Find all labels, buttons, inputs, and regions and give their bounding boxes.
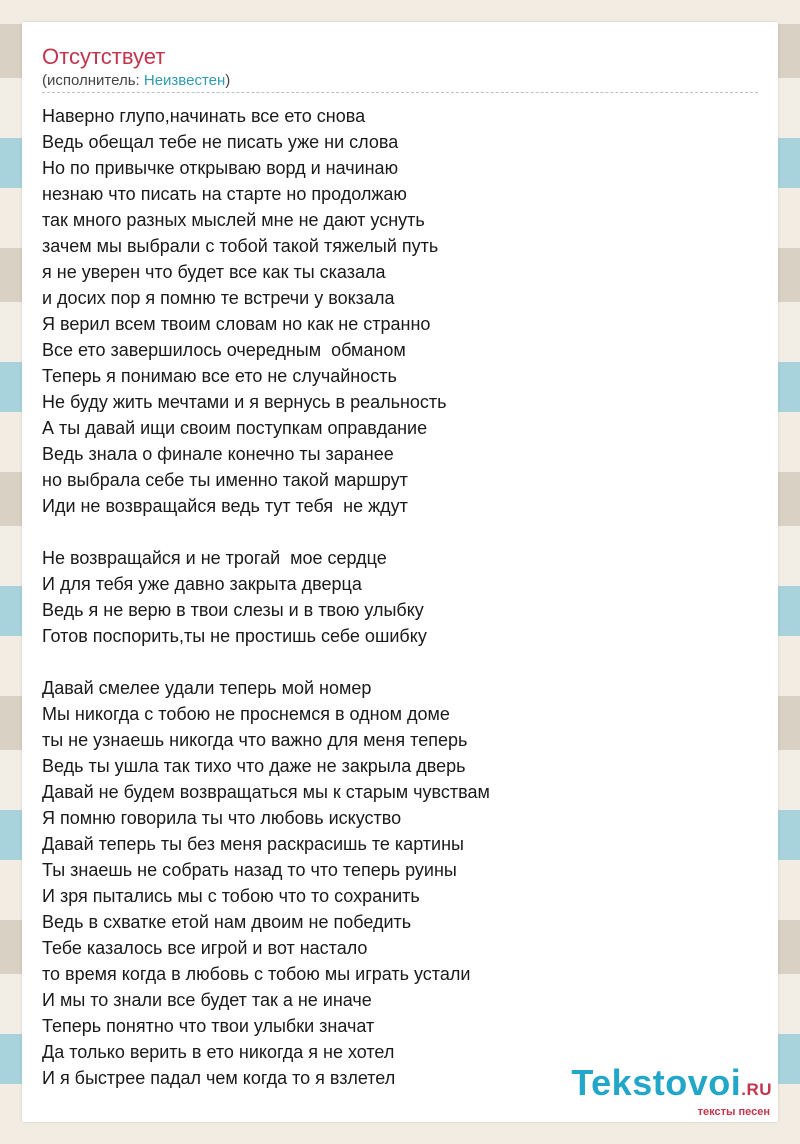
site-logo[interactable] <box>571 1062 772 1118</box>
lyric-line: И зря пытались мы с тобою что то сохранить <box>42 886 420 906</box>
lyric-line: Не возвращайся и не трогай мое сердце <box>42 548 387 568</box>
artist-suffix: ) <box>225 72 231 89</box>
lyric-line: Теперь я понимаю все ето не случайность <box>42 366 397 386</box>
lyric-line: Тебе казалось все игрой и вот настало <box>42 938 368 958</box>
lyric-line: Иди не возвращайся ведь тут тебя не ждут <box>42 496 408 516</box>
artist-prefix: (исполнитель: <box>42 72 144 89</box>
lyric-line: Ведь знала о финале конечно ты заранее <box>42 444 394 464</box>
lyrics-body <box>42 103 762 1091</box>
lyric-line: Теперь понятно что твои улыбки значат <box>42 1016 375 1036</box>
stanza-break <box>42 519 762 545</box>
artist-link[interactable]: Неизвестен <box>143 72 226 89</box>
lyric-line: Но по привычке открываю ворд и начинаю <box>42 158 399 178</box>
title-divider <box>42 92 758 93</box>
lyric-line: Ты знаешь не собрать назад то что теперь руины <box>42 860 457 880</box>
artist-line <box>42 72 230 90</box>
logo-tagline: тексты песен <box>697 1106 770 1118</box>
lyric-line: И я быстрее падал чем когда то я взлетел <box>42 1068 396 1088</box>
lyric-line: Давай смелее удали теперь мой номер <box>42 678 372 698</box>
lyric-line: незнаю что писать на старте но продолжаю <box>42 184 407 204</box>
lyric-line: Я верил всем твоим словам но как не странно <box>42 314 431 334</box>
lyric-line: Ведь ты ушла так тихо что даже не закрыла дверь <box>42 756 466 776</box>
lyric-line: так много разных мыслей мне не дают уснуть <box>42 210 425 230</box>
lyric-line: зачем мы выбрали с тобой такой тяжелый путь <box>42 236 439 256</box>
lyric-line: Давай теперь ты без меня раскрасишь те картины <box>42 834 464 854</box>
song-title: Отсутствует <box>42 44 166 69</box>
lyric-line: я не уверен что будет все как ты сказала <box>42 262 386 282</box>
lyric-line: Готов поспорить,ты не простишь себе ошибку <box>42 626 427 646</box>
logo-wordmark <box>571 1062 772 1108</box>
lyric-line: Наверно глупо,начинать все ето снова <box>42 106 366 126</box>
lyric-line: Ведь в схватке етой нам двоим не победить <box>42 912 412 932</box>
lyric-line: Все ето завершилось очередным обманом <box>42 340 406 360</box>
lyric-line: то время когда в любовь с тобою мы играть устали <box>42 964 471 984</box>
lyric-line: ты не узнаешь никогда что важно для меня теперь <box>42 730 468 750</box>
logo-domain: .RU <box>741 1080 772 1099</box>
lyric-line: Ведь обещал тебе не писать уже ни слова <box>42 132 399 152</box>
lyric-line: Давай не будем возвращаться мы к старым чувствам <box>42 782 490 802</box>
lyric-line: И для тебя уже давно закрыта дверца <box>42 574 362 594</box>
logo-name: Tekstovoi <box>571 1062 742 1103</box>
lyric-line: Я помню говорила ты что любовь искуство <box>42 808 402 828</box>
lyric-line: и досих пор я помню те встречи у вокзала <box>42 288 395 308</box>
lyric-line: но выбрала себе ты именно такой маршрут <box>42 470 408 490</box>
lyric-line: Мы никогда с тобою не проснемся в одном доме <box>42 704 450 724</box>
lyric-line: А ты давай ищи своим поступкам оправдание <box>42 418 428 438</box>
stanza-break <box>42 649 762 675</box>
lyric-line: Ведь я не верю в твои слезы и в твою улыбку <box>42 600 424 620</box>
lyric-line: Да только верить в ето никогда я не хотел <box>42 1042 395 1062</box>
lyric-line: Не буду жить мечтами и я вернусь в реальность <box>42 392 447 412</box>
lyric-line: И мы то знали все будет так а не иначе <box>42 990 372 1010</box>
